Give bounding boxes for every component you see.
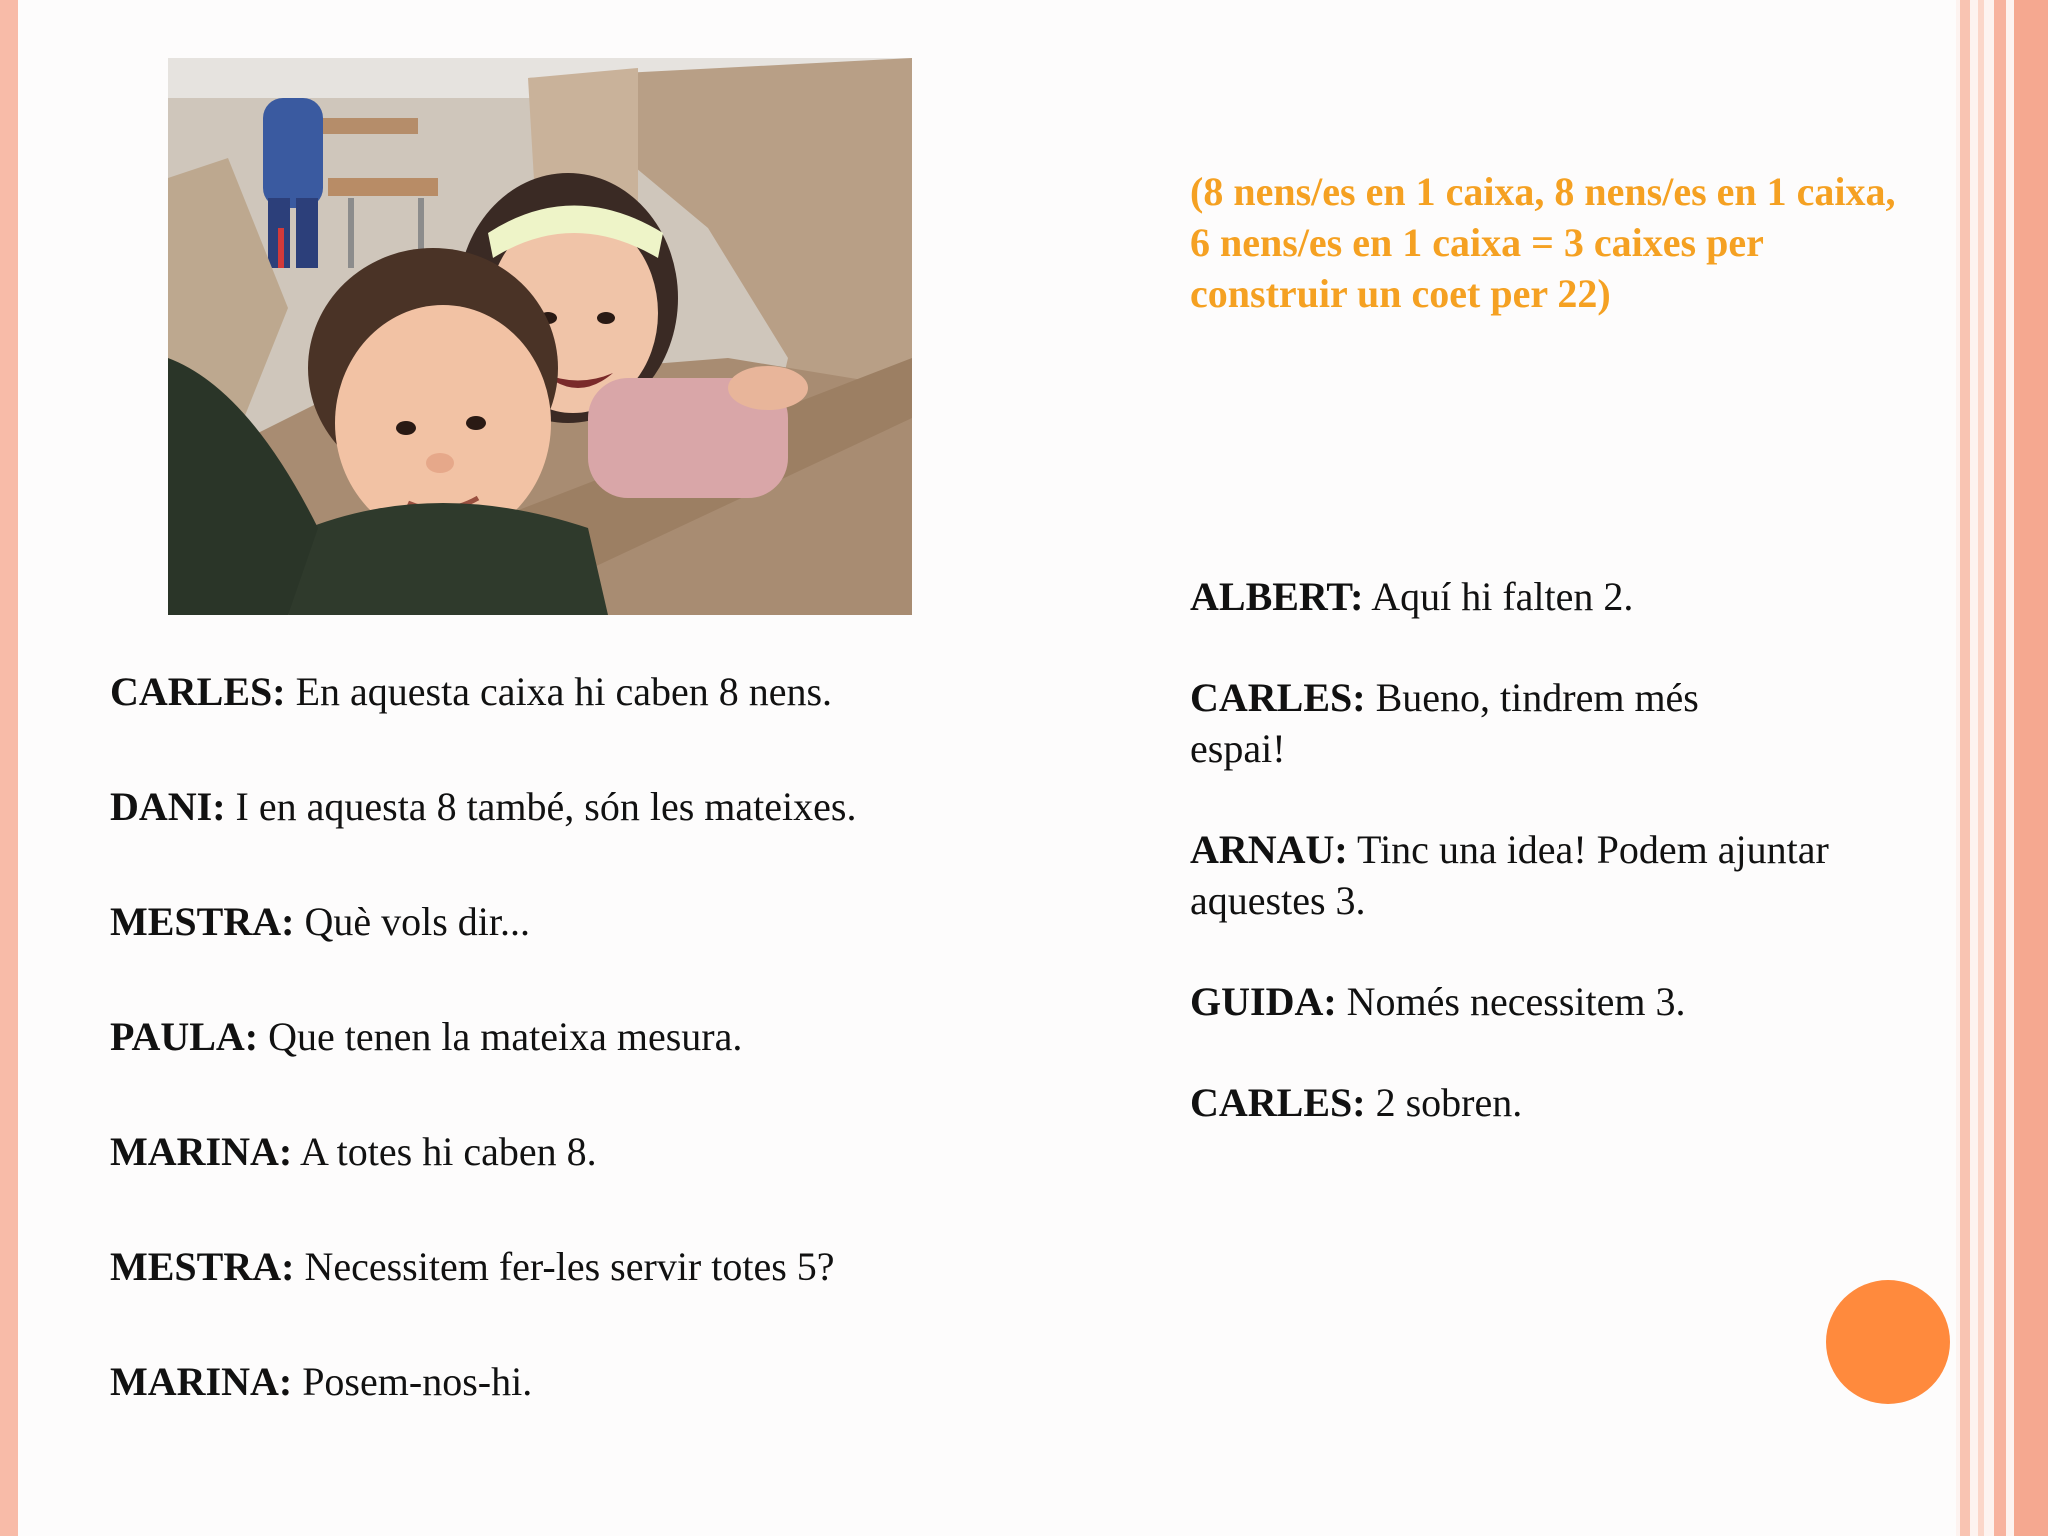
dialogue-text: 2 sobren. <box>1365 1080 1523 1125</box>
box-calculation-note: (8 nens/es en 1 caixa, 8 nens/es en 1 caixa, 6 nens/es en 1 caixa = 3 caixes per construir un coet per 22) <box>1190 169 1896 316</box>
speaker-name: ARNAU: <box>1190 827 1348 872</box>
dialogue-line <box>1190 824 1930 926</box>
speaker-name: CARLES: <box>1190 675 1366 720</box>
photo-illustration <box>168 58 912 615</box>
dialogue-text: Bueno, tindrem més espai! <box>1190 675 1699 771</box>
dialogue-text: Necessitem fer-les servir totes 5? <box>294 1244 835 1289</box>
dialogue-line <box>1190 976 1930 1027</box>
dialogue-text: Posem-nos-hi. <box>292 1359 533 1404</box>
speaker-name: GUIDA: <box>1190 979 1337 1024</box>
dialogue-text: En aquesta caixa hi caben 8 nens. <box>285 669 833 714</box>
dialogue-line <box>110 1356 1010 1407</box>
dialogue-left-column <box>110 666 1010 1471</box>
dialogue-text: Només necessitem 3. <box>1336 979 1686 1024</box>
speaker-name: MESTRA: <box>110 899 295 944</box>
speaker-name: ALBERT: <box>1190 574 1364 619</box>
dialogue-line <box>110 781 1010 832</box>
speaker-name: MARINA: <box>110 1129 293 1174</box>
right-border-stripe <box>2014 0 2048 1536</box>
dialogue-text: Que tenen la mateixa mesura. <box>258 1014 743 1059</box>
right-border-stripe <box>1978 0 1984 1536</box>
orange-circle-decoration <box>1826 1280 1950 1404</box>
speaker-name: MARINA: <box>110 1359 293 1404</box>
dialogue-text: Què vols dir... <box>294 899 530 944</box>
dialogue-line <box>110 1241 1010 1292</box>
left-border-stripe <box>0 0 18 1536</box>
right-border-stripe <box>1960 0 1970 1536</box>
dialogue-line <box>110 1126 1010 1177</box>
dialogue-text: Aquí hi falten 2. <box>1363 574 1634 619</box>
dialogue-text: Tinc una idea! Podem ajuntar aquestes 3. <box>1190 827 1829 923</box>
speaker-name: CARLES: <box>110 669 286 714</box>
dialogue-right-column <box>1190 571 1930 1178</box>
speaker-name: DANI: <box>110 784 226 829</box>
children-in-box-photo <box>168 58 912 615</box>
dialogue-line <box>110 666 1010 717</box>
dialogue-line <box>1190 571 1930 622</box>
dialogue-text: I en aquesta 8 també, són les mateixes. <box>225 784 857 829</box>
dialogue-text: A totes hi caben 8. <box>292 1129 597 1174</box>
dialogue-line <box>1190 1077 1930 1128</box>
dialogue-line <box>110 896 1010 947</box>
speaker-name: MESTRA: <box>110 1244 295 1289</box>
right-border-stripe <box>1994 0 2006 1536</box>
speaker-name: CARLES: <box>1190 1080 1366 1125</box>
dialogue-line <box>1190 672 1790 774</box>
speaker-name: PAULA: <box>110 1014 259 1059</box>
dialogue-line <box>110 1011 1010 1062</box>
